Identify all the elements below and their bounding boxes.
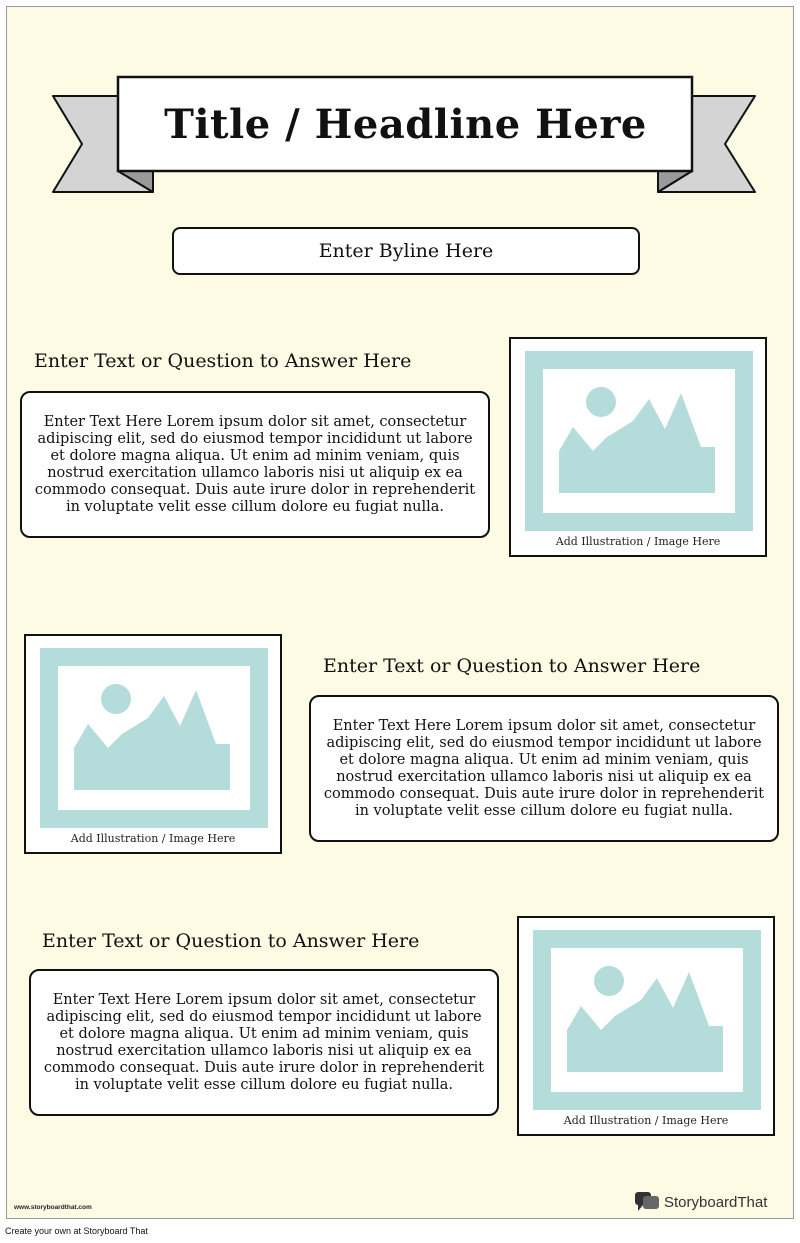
section-3-textbox[interactable]: Enter Text Here Lorem ipsum dolor sit amet, consectetur adipiscing elit, sed do eiusmod tempor incididunt ut labore et dolore magna aliqua. Ut enim ad minim veniam, quis nostrud exercitation ullamco laboris nisi ut aliquip ex ea commodo consequat. Duis aute irure dolor in reprehenderit in voluptate velit esse cillum dolore eu fugiat nulla.: [29, 969, 499, 1116]
section-1-question[interactable]: Enter Text or Question to Answer Here: [34, 350, 412, 372]
image-placeholder-icon: [525, 351, 753, 531]
poster-title[interactable]: Title / Headline Here: [164, 100, 647, 148]
section-1-textbox[interactable]: Enter Text Here Lorem ipsum dolor sit amet, consectetur adipiscing elit, sed do eiusmod tempor incididunt ut labore et dolore magna aliqua. Ut enim ad minim veniam, quis nostrud exercitation ullamco laboris nisi ut aliquip ex ea commodo consequat. Duis aute irure dolor in reprehenderit in voluptate velit esse cillum dolore eu fugiat nulla.: [20, 391, 490, 538]
section-1-image-caption: Add Illustration / Image Here: [555, 535, 721, 548]
logo-text: StoryboardThat: [664, 1193, 768, 1211]
image-placeholder-icon: [40, 648, 268, 828]
poster: [6, 6, 794, 1219]
section-2-question[interactable]: Enter Text or Question to Answer Here: [323, 655, 701, 677]
section-2-image-caption: Add Illustration / Image Here: [70, 832, 236, 845]
section-3-image-caption: Add Illustration / Image Here: [563, 1114, 729, 1127]
storyboardthat-logo[interactable]: [634, 1191, 767, 1213]
section-3-question[interactable]: Enter Text or Question to Answer Here: [42, 930, 420, 952]
section-3-image-frame[interactable]: [517, 916, 775, 1136]
section-2-textbox[interactable]: Enter Text Here Lorem ipsum dolor sit amet, consectetur adipiscing elit, sed do eiusmod tempor incididunt ut labore et dolore magna aliqua. Ut enim ad minim veniam, quis nostrud exercitation ullamco laboris nisi ut aliquip ex ea commodo consequat. Duis aute irure dolor in reprehenderit in voluptate velit esse cillum dolore eu fugiat nulla.: [309, 695, 779, 842]
image-placeholder-icon: [533, 930, 761, 1110]
section-1-image-frame[interactable]: [509, 337, 767, 557]
storyboardthat-logo-icon: [634, 1191, 660, 1213]
footer-credit[interactable]: Create your own at Storyboard That: [5, 1226, 148, 1236]
watermark-url: www.storyboardthat.com: [14, 1204, 92, 1211]
section-2-image-frame[interactable]: [24, 634, 282, 854]
byline-box[interactable]: Enter Byline Here: [172, 227, 640, 275]
